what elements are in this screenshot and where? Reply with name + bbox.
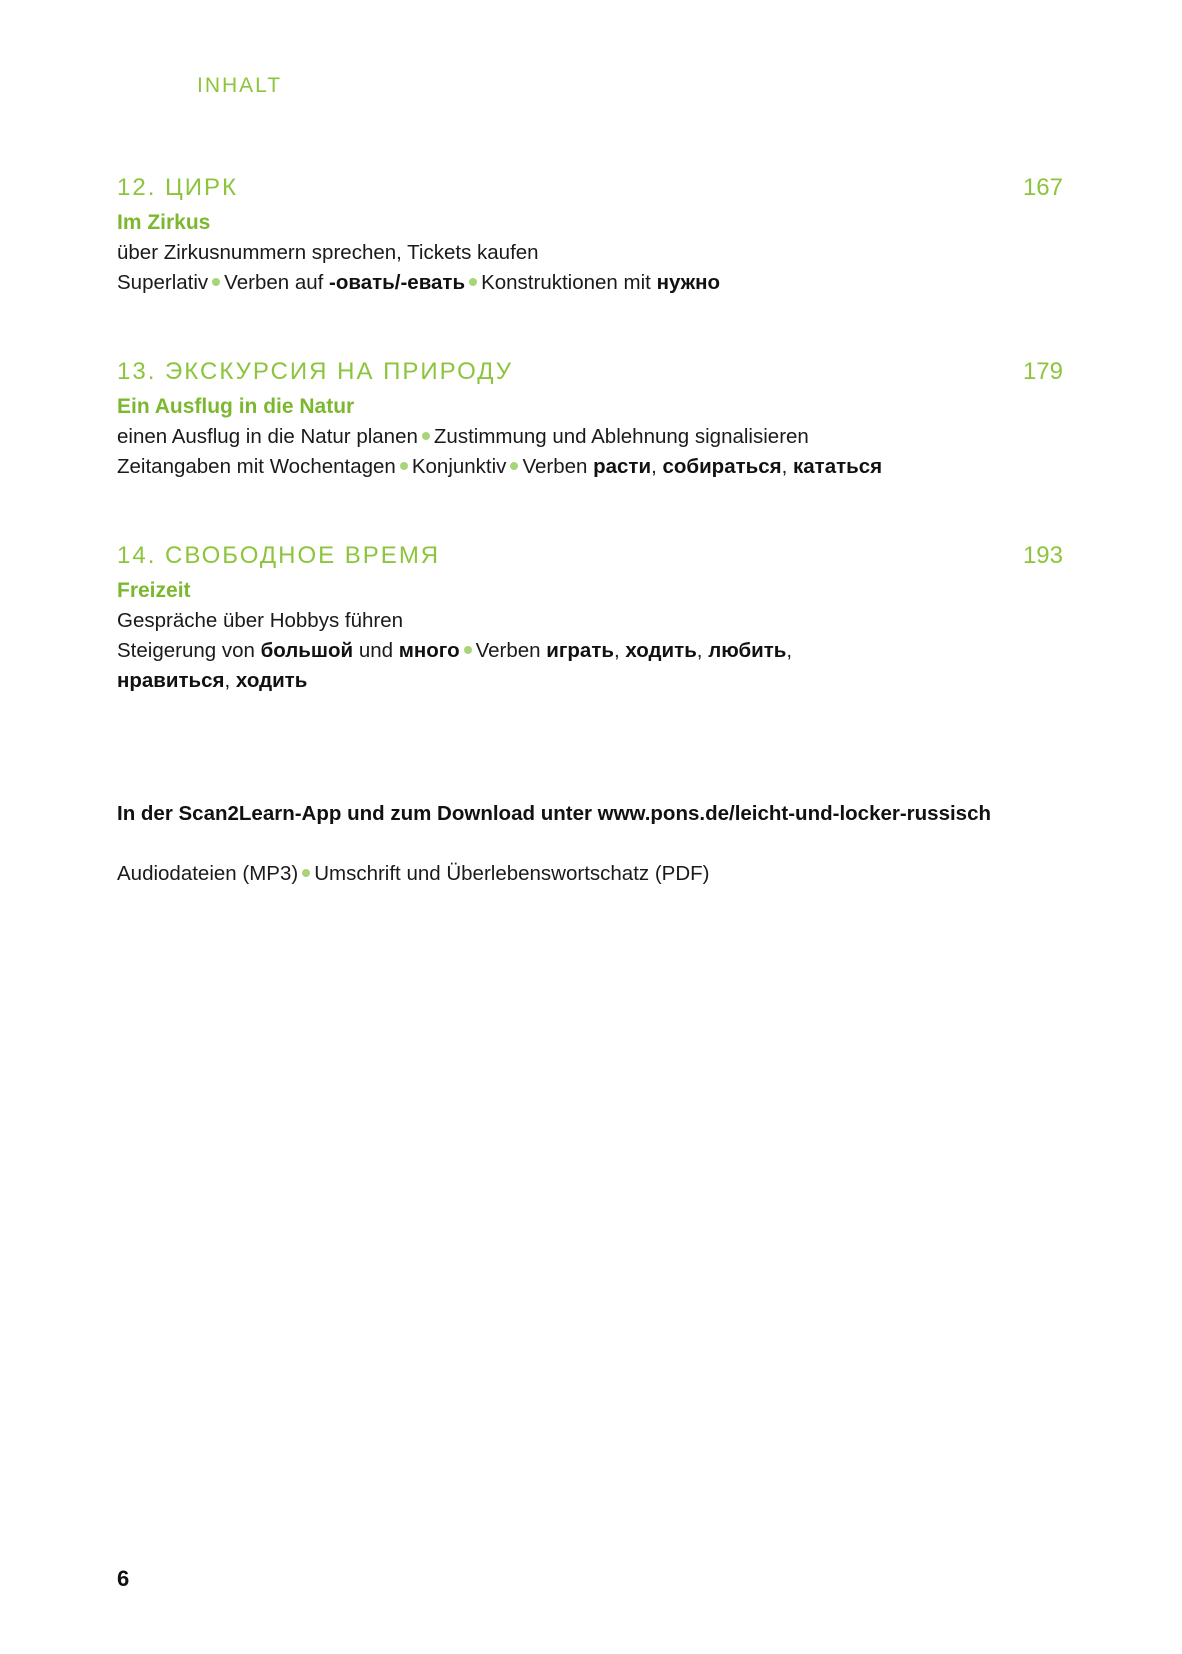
chapter-heading [117, 542, 1063, 574]
chapter-subtitle: Im Zirkus [117, 211, 211, 234]
grammar-item: Verben [522, 455, 594, 478]
grammar-item: Konstruktionen mit [481, 271, 657, 294]
chapter-page-number: 179 [1022, 358, 1063, 385]
grammar-term: кататься [793, 455, 883, 478]
chapter-heading [117, 358, 1063, 390]
chapter-title: 13. ЭКСКУРСИЯ НА ПРИРОДУ [117, 358, 514, 385]
chapter-13 [117, 358, 1063, 482]
download-files [117, 862, 710, 886]
grammar-term: большой [260, 639, 354, 662]
chapter-topics: Gespräche über Hobbys führen [117, 609, 404, 632]
grammar-item: Superlativ [117, 271, 209, 294]
grammar-item: Konjunktiv [411, 455, 507, 478]
chapter-heading [117, 174, 1063, 206]
grammar-term: много [398, 639, 460, 662]
chapter-grammar: Zeitangaben mit Wochentagen Konjunktiv Verben расти, собираться, кататься [117, 455, 883, 478]
topic-item: einen Ausflug in die Natur planen [117, 425, 418, 448]
grammar-term: -овать/-евать [329, 271, 466, 294]
chapter-topics [117, 422, 1063, 452]
download-heading: In der Scan2Learn-App und zum Download unter www.pons.de/leicht-und-locker-russisch [117, 802, 992, 825]
chapter-page-number: 193 [1022, 542, 1063, 569]
download-item: Audiodateien (MP3) [117, 862, 299, 885]
chapter-12 [117, 174, 1063, 298]
chapter-grammar-continued: нравиться, ходить [117, 669, 308, 692]
grammar-term: расти [593, 455, 652, 478]
section-header: INHALT [197, 74, 283, 97]
grammar-term: нужно [656, 271, 721, 294]
grammar-term: ходить [625, 639, 697, 662]
bullet-dot-icon [469, 278, 477, 286]
chapter-14 [117, 542, 1063, 696]
grammar-term: любить [708, 639, 787, 662]
chapter-subtitle: Freizeit [117, 579, 191, 602]
chapter-subtitle: Ein Ausflug in die Natur [117, 395, 355, 418]
chapter-grammar: Steigerung von большой und много Verben играть, ходить, любить, [117, 639, 793, 662]
bullet-dot-icon [212, 278, 220, 286]
grammar-term: собираться [662, 455, 782, 478]
grammar-item: und [353, 639, 399, 662]
page-number: 6 [117, 1566, 130, 1591]
topic-item: Zustimmung und Ablehnung signalisieren [433, 425, 809, 448]
grammar-term: ходить [235, 669, 308, 692]
grammar-item: Verben [475, 639, 547, 662]
chapter-topics: über Zirkusnummern sprechen, Tickets kaufen [117, 241, 539, 264]
chapter-title: 14. СВОБОДНОЕ ВРЕМЯ [117, 542, 441, 569]
bullet-dot-icon [464, 646, 472, 654]
bullet-dot-icon [302, 869, 310, 877]
grammar-item: Zeitangaben mit Wochentagen [117, 455, 396, 478]
grammar-item: Verben auf [224, 271, 330, 294]
bullet-dot-icon [422, 432, 430, 440]
download-item: Umschrift und Überlebenswortschatz (PDF) [314, 862, 710, 885]
grammar-item: Steigerung von [117, 639, 261, 662]
chapter-title: 12. ЦИРК [117, 174, 239, 201]
grammar-term: нравиться [117, 669, 225, 692]
chapter-grammar [117, 268, 1063, 298]
chapter-page-number: 167 [1022, 174, 1063, 201]
bullet-dot-icon [400, 462, 408, 470]
bullet-dot-icon [510, 462, 518, 470]
grammar-term: играть [546, 639, 614, 662]
